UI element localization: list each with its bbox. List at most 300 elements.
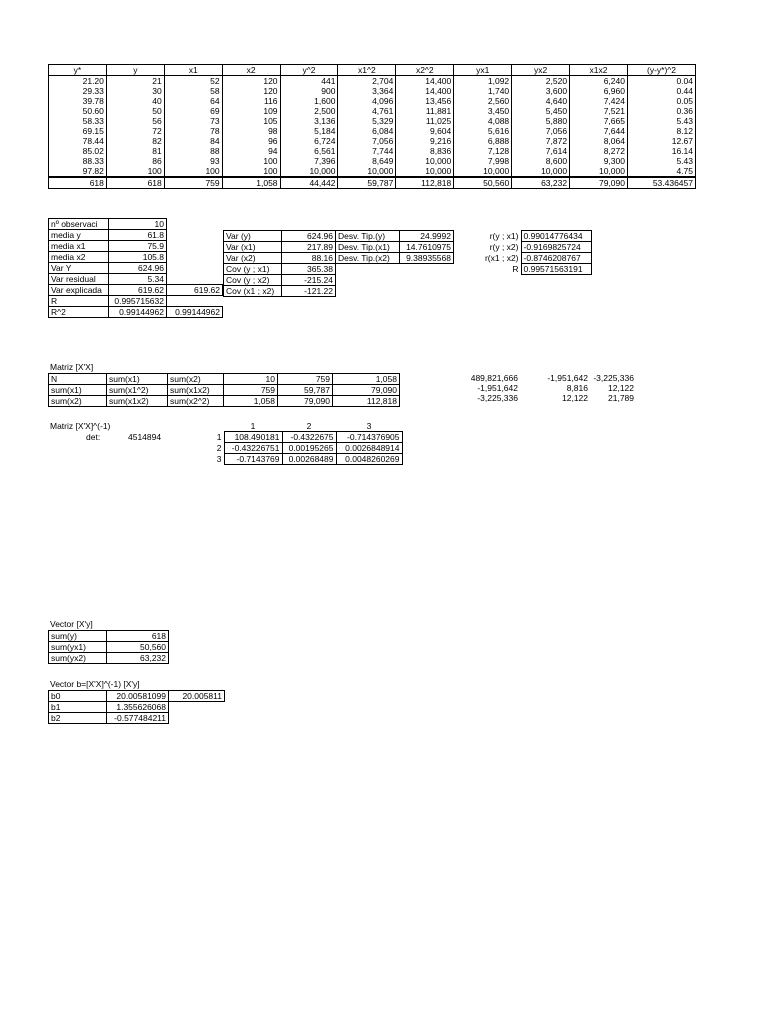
cell: 24.9992 xyxy=(400,231,454,242)
cell: 2,520 xyxy=(512,76,570,87)
cell: -0.7143769 xyxy=(224,454,282,465)
stats-row xyxy=(49,285,223,296)
cell: 0.99014776434 xyxy=(521,231,591,242)
cell: 7,744 xyxy=(338,146,396,156)
cell: 618 xyxy=(107,631,169,642)
cell: media x1 xyxy=(49,241,109,252)
stats-row xyxy=(49,263,223,274)
cell: 39.78 xyxy=(49,96,107,106)
cell: yx2 xyxy=(512,65,570,76)
cell: 116 xyxy=(222,96,280,106)
variance-row xyxy=(224,264,336,275)
cell: 3,136 xyxy=(280,116,338,126)
cell: 29.33 xyxy=(49,86,107,96)
cell: 53.436457 xyxy=(627,177,695,189)
table-row xyxy=(49,96,696,106)
cell: 10,000 xyxy=(338,166,396,177)
cell: Var explicada xyxy=(49,285,109,296)
cell: R xyxy=(512,264,519,274)
bvec-title: Vector b=[X'X]^(-1) [X'y] xyxy=(50,679,140,689)
cell: 98 xyxy=(222,126,280,136)
cell: 10 xyxy=(224,374,278,385)
correlation-row xyxy=(453,242,591,253)
cell: 79,090 xyxy=(278,396,333,407)
stats-row xyxy=(49,307,223,318)
cell: 5.34 xyxy=(109,274,167,285)
cell: 7,521 xyxy=(570,106,628,116)
cell: 6,084 xyxy=(338,126,396,136)
cell: -121.22 xyxy=(282,286,336,297)
cell: 1,058 xyxy=(333,374,400,385)
cell: 9.38935568 xyxy=(400,253,454,264)
cell: 94 xyxy=(222,146,280,156)
cell: -0.577484211 xyxy=(107,713,169,724)
cell: -0.714376905 xyxy=(336,432,402,443)
cell: 6,960 xyxy=(570,86,628,96)
variance-row xyxy=(224,253,336,264)
vector-row xyxy=(49,631,169,642)
cell: 14.7610975 xyxy=(400,242,454,253)
cell xyxy=(167,241,223,252)
table-row xyxy=(49,146,696,156)
inverse-title: Matriz [X'X]^(-1) xyxy=(50,421,111,431)
cell: 10 xyxy=(109,219,167,230)
cell: Cov (x1 ; x2) xyxy=(224,286,282,297)
correlation-row xyxy=(453,231,591,242)
cell: 75.9 xyxy=(109,241,167,252)
cell: 8,272 xyxy=(570,146,628,156)
cell xyxy=(167,263,223,274)
stats-row xyxy=(49,219,223,230)
cell: 759 xyxy=(164,177,222,189)
cell: 21 xyxy=(106,76,164,87)
cell: 108.490181 xyxy=(224,432,282,443)
cell: 7,056 xyxy=(338,136,396,146)
cell xyxy=(167,219,223,230)
cell: Desv. Tip.(y) xyxy=(336,231,400,242)
correlation-table xyxy=(453,230,592,275)
correlation-row xyxy=(453,253,591,264)
cell: 0.995715632 xyxy=(109,296,167,307)
cell: 6,724 xyxy=(280,136,338,146)
cell: 4,096 xyxy=(338,96,396,106)
cell: 618 xyxy=(49,177,107,189)
cell: -215.24 xyxy=(282,275,336,286)
cell: 1 xyxy=(212,432,224,443)
cell: 72 xyxy=(106,126,164,136)
stats-table xyxy=(48,218,223,318)
cell xyxy=(212,421,224,432)
adjugate-row xyxy=(460,373,636,383)
cell: x1^2 xyxy=(338,65,396,76)
cell: 5,184 xyxy=(280,126,338,136)
totals-row xyxy=(49,177,696,189)
cell: 12,122 xyxy=(608,383,634,393)
cell: r(x1 ; x2) xyxy=(484,253,519,263)
cell: 10,000 xyxy=(512,166,570,177)
cell: 56 xyxy=(106,116,164,126)
cell: 365.38 xyxy=(282,264,336,275)
cell: 13,456 xyxy=(396,96,454,106)
vector-row xyxy=(49,702,225,713)
vector-row xyxy=(49,691,225,702)
cell: 100 xyxy=(222,166,280,177)
cell: 2 xyxy=(212,443,224,454)
cell: 441 xyxy=(280,76,338,87)
cell: 1 xyxy=(250,421,256,431)
cell: 50.60 xyxy=(49,106,107,116)
cell: 11,881 xyxy=(396,106,454,116)
cell: 9,604 xyxy=(396,126,454,136)
cell: 10,000 xyxy=(454,166,512,177)
cell: 489,821,666 xyxy=(470,373,518,383)
cell: 12,122 xyxy=(562,393,588,403)
table-row xyxy=(49,76,696,87)
matrix-row xyxy=(212,454,402,465)
cell: 0.99144962 xyxy=(109,307,167,318)
cell: 58.33 xyxy=(49,116,107,126)
cell: sum(x2^2) xyxy=(168,396,224,407)
cell: -0.4322675 xyxy=(282,432,336,443)
cell xyxy=(167,230,223,241)
cell: -1,951,642 xyxy=(477,383,518,393)
cell: 7,056 xyxy=(512,126,570,136)
cell: 0.0026848914 xyxy=(336,443,402,454)
stats-row xyxy=(49,274,223,285)
stats-row xyxy=(49,296,223,307)
cell: 8,064 xyxy=(570,136,628,146)
det-value: 4514894 xyxy=(128,432,162,442)
cell: sum(x2) xyxy=(168,374,224,385)
cell xyxy=(167,274,223,285)
variance-row xyxy=(224,231,336,242)
cell: 0.44 xyxy=(627,86,695,96)
cell: 105.8 xyxy=(109,252,167,263)
cell: yx1 xyxy=(454,65,512,76)
cell: 8,600 xyxy=(512,156,570,166)
cell: 2 xyxy=(306,421,312,431)
cell: 78.44 xyxy=(49,136,107,146)
cell: 69.15 xyxy=(49,126,107,136)
cell: 100 xyxy=(106,166,164,177)
cell: 7,872 xyxy=(512,136,570,146)
cell: 105 xyxy=(222,116,280,126)
cell: 2,704 xyxy=(338,76,396,87)
cell: 900 xyxy=(280,86,338,96)
cell: 58 xyxy=(164,86,222,96)
cell: 7,644 xyxy=(570,126,628,136)
matrix-row xyxy=(212,432,402,443)
cell: sum(x1) xyxy=(49,385,107,396)
cell: 11,025 xyxy=(396,116,454,126)
cell: -3,225,336 xyxy=(477,393,518,403)
cell: 14,400 xyxy=(396,76,454,87)
cell: 63,232 xyxy=(107,653,169,664)
cell: 112,818 xyxy=(396,177,454,189)
cell: Var residual xyxy=(49,274,109,285)
cell: 5.43 xyxy=(627,116,695,126)
cell: 1,740 xyxy=(454,86,512,96)
table-row xyxy=(49,86,696,96)
cell: Desv. Tip.(x2) xyxy=(336,253,400,264)
cell: r(y ; x1) xyxy=(489,231,519,241)
cell: 84 xyxy=(164,136,222,146)
cell: -1,951,642 xyxy=(547,373,588,383)
cell xyxy=(169,713,225,724)
cell: 1,058 xyxy=(224,396,278,407)
b-vector xyxy=(48,690,225,724)
cell: media y xyxy=(49,230,109,241)
adjugate-row xyxy=(460,383,636,393)
cell: 10,000 xyxy=(396,156,454,166)
cell: media x2 xyxy=(49,252,109,263)
cell: r(y ; x2) xyxy=(489,242,519,252)
cell: 85.02 xyxy=(49,146,107,156)
cell: 7,665 xyxy=(570,116,628,126)
cell: 0.0048260269 xyxy=(336,454,402,465)
cell xyxy=(167,252,223,263)
cell: 217.89 xyxy=(282,242,336,253)
cell: 0.00195265 xyxy=(282,443,336,454)
cell: 7,998 xyxy=(454,156,512,166)
cell: y^2 xyxy=(280,65,338,76)
cell: 2,560 xyxy=(454,96,512,106)
xtx-title: Matriz [X'X] xyxy=(50,362,94,372)
cell: 0.04 xyxy=(627,76,695,87)
cell: 759 xyxy=(224,385,278,396)
cell: y* xyxy=(49,65,107,76)
cell: 4.75 xyxy=(627,166,695,177)
cell: 93 xyxy=(164,156,222,166)
table-row xyxy=(49,116,696,126)
cell: sum(x1^2) xyxy=(107,385,168,396)
cell: 88 xyxy=(164,146,222,156)
cell: 50,560 xyxy=(454,177,512,189)
table-row xyxy=(49,156,696,166)
cell: 79,090 xyxy=(570,177,628,189)
cell: 7,614 xyxy=(512,146,570,156)
cell: b1 xyxy=(49,702,107,713)
cell: Desv. Tip.(x1) xyxy=(336,242,400,253)
cell: 69 xyxy=(164,106,222,116)
cell: 63,232 xyxy=(512,177,570,189)
matrix-row xyxy=(212,443,402,454)
variance-row xyxy=(224,242,336,253)
cell: 619.62 xyxy=(109,285,167,296)
cell: x2^2 xyxy=(396,65,454,76)
cell: (y-y*)^2 xyxy=(627,65,695,76)
cell: 0.99144962 xyxy=(167,307,223,318)
xtx-matrix xyxy=(48,373,400,407)
inverse-matrix xyxy=(212,421,403,465)
xty-title: Vector [X'y] xyxy=(50,619,93,629)
cell: 14,400 xyxy=(396,86,454,96)
vector-row xyxy=(49,713,225,724)
variance-row xyxy=(224,286,336,297)
cell: 82 xyxy=(106,136,164,146)
cell: 1.355626068 xyxy=(107,702,169,713)
cell: 59,787 xyxy=(338,177,396,189)
cell: 8,836 xyxy=(396,146,454,156)
cell: 0.00268489 xyxy=(282,454,336,465)
cell: 79,090 xyxy=(333,385,400,396)
cell: sum(yx2) xyxy=(49,653,107,664)
vector-row xyxy=(49,642,169,653)
cell: 20.005811 xyxy=(169,691,225,702)
cell: 120 xyxy=(222,86,280,96)
cell: sum(yx1) xyxy=(49,642,107,653)
cell: 73 xyxy=(164,116,222,126)
cell: 59,787 xyxy=(278,385,333,396)
cell: 96 xyxy=(222,136,280,146)
cell: 88.33 xyxy=(49,156,107,166)
cell: sum(x1x2) xyxy=(107,396,168,407)
cell: 21.20 xyxy=(49,76,107,87)
cell: 0.05 xyxy=(627,96,695,106)
cell: b2 xyxy=(49,713,107,724)
cell: 7,424 xyxy=(570,96,628,106)
cell: 8,649 xyxy=(338,156,396,166)
cell: x1 xyxy=(164,65,222,76)
main-data-table xyxy=(48,64,696,189)
cell: Var Y xyxy=(49,263,109,274)
cell: 112,818 xyxy=(333,396,400,407)
cell: 8,816 xyxy=(566,383,588,393)
cell: sum(x1) xyxy=(107,374,168,385)
cell: Var (x2) xyxy=(224,253,282,264)
cell: 64 xyxy=(164,96,222,106)
cell: 6,240 xyxy=(570,76,628,87)
cell: 81 xyxy=(106,146,164,156)
cell: 3 xyxy=(366,421,372,431)
cell: 759 xyxy=(278,374,333,385)
cell: b0 xyxy=(49,691,107,702)
cell: 88.16 xyxy=(282,253,336,264)
vector-row xyxy=(49,653,169,664)
stats-row xyxy=(49,252,223,263)
cell: 12.67 xyxy=(627,136,695,146)
cell: 50,560 xyxy=(107,642,169,653)
cell: 3 xyxy=(212,454,224,465)
cell: 624.96 xyxy=(282,231,336,242)
cell: 109 xyxy=(222,106,280,116)
cell: 619.62 xyxy=(167,285,223,296)
cell: 100 xyxy=(164,166,222,177)
cell: 9,300 xyxy=(570,156,628,166)
cell: 3,450 xyxy=(454,106,512,116)
cell: 5.43 xyxy=(627,156,695,166)
cell: 5,616 xyxy=(454,126,512,136)
cell: 7,396 xyxy=(280,156,338,166)
correlation-row xyxy=(453,264,591,275)
cell: y xyxy=(106,65,164,76)
cell: R^2 xyxy=(49,307,109,318)
xty-vector xyxy=(48,630,169,664)
cell: 2,500 xyxy=(280,106,338,116)
cell: -0.8746208767 xyxy=(521,253,591,264)
cell: 50 xyxy=(106,106,164,116)
cell: Cov (y ; x1) xyxy=(224,264,282,275)
cell: 44,442 xyxy=(280,177,338,189)
cell: 5,880 xyxy=(512,116,570,126)
stats-row xyxy=(49,230,223,241)
cell: -3,225,336 xyxy=(593,373,634,383)
matrix-row xyxy=(49,396,400,407)
cell: 618 xyxy=(106,177,164,189)
inverse-header-row xyxy=(212,421,402,432)
cell: 10,000 xyxy=(396,166,454,177)
cell: 4,088 xyxy=(454,116,512,126)
cell: 4,761 xyxy=(338,106,396,116)
cell: 16.14 xyxy=(627,146,695,156)
cell: x1x2 xyxy=(570,65,628,76)
cell: 0.99571563191 xyxy=(521,264,591,275)
cell: 3,364 xyxy=(338,86,396,96)
cell: -0.9169825724 xyxy=(521,242,591,253)
variance-table xyxy=(223,230,336,297)
cell: 7,128 xyxy=(454,146,512,156)
cell xyxy=(169,702,225,713)
cell: 1,600 xyxy=(280,96,338,106)
cell: 8.12 xyxy=(627,126,695,136)
cell: sum(y) xyxy=(49,631,107,642)
cell: 624.96 xyxy=(109,263,167,274)
cell: 0.36 xyxy=(627,106,695,116)
cell: 120 xyxy=(222,76,280,87)
cell: 9,216 xyxy=(396,136,454,146)
cell: 10,000 xyxy=(280,166,338,177)
cell: 21,789 xyxy=(608,393,634,403)
cell xyxy=(167,296,223,307)
cell: 20.00581099 xyxy=(107,691,169,702)
cell: 3,600 xyxy=(512,86,570,96)
cell: 1,092 xyxy=(454,76,512,87)
cell: 52 xyxy=(164,76,222,87)
table-row xyxy=(49,136,696,146)
cell: Var (x1) xyxy=(224,242,282,253)
det-label: det: xyxy=(86,432,101,442)
cell: 6,888 xyxy=(454,136,512,146)
table-row xyxy=(49,166,696,177)
cell: x2 xyxy=(222,65,280,76)
matrix-row xyxy=(49,374,400,385)
cell: 5,450 xyxy=(512,106,570,116)
cell: N xyxy=(49,374,107,385)
cell: 6,561 xyxy=(280,146,338,156)
cell: 5,329 xyxy=(338,116,396,126)
cell: 78 xyxy=(164,126,222,136)
cell: 10,000 xyxy=(570,166,628,177)
cell: 61.8 xyxy=(109,230,167,241)
cell: 97.82 xyxy=(49,166,107,177)
cell: 86 xyxy=(106,156,164,166)
stats-row xyxy=(49,241,223,252)
cell: sum(x1x2) xyxy=(168,385,224,396)
cell: sum(x2) xyxy=(49,396,107,407)
variance-row xyxy=(224,275,336,286)
cell: -0.43226751 xyxy=(224,443,282,454)
adjugate-matrix xyxy=(460,373,636,403)
cell: Var (y) xyxy=(224,231,282,242)
cell: 1,058 xyxy=(222,177,280,189)
cell: Cov (y ; x2) xyxy=(224,275,282,286)
adjugate-row xyxy=(460,393,636,403)
matrix-row xyxy=(49,385,400,396)
cell: 100 xyxy=(222,156,280,166)
table-row xyxy=(49,126,696,136)
cell: nº observaci xyxy=(49,219,109,230)
cell: 30 xyxy=(106,86,164,96)
